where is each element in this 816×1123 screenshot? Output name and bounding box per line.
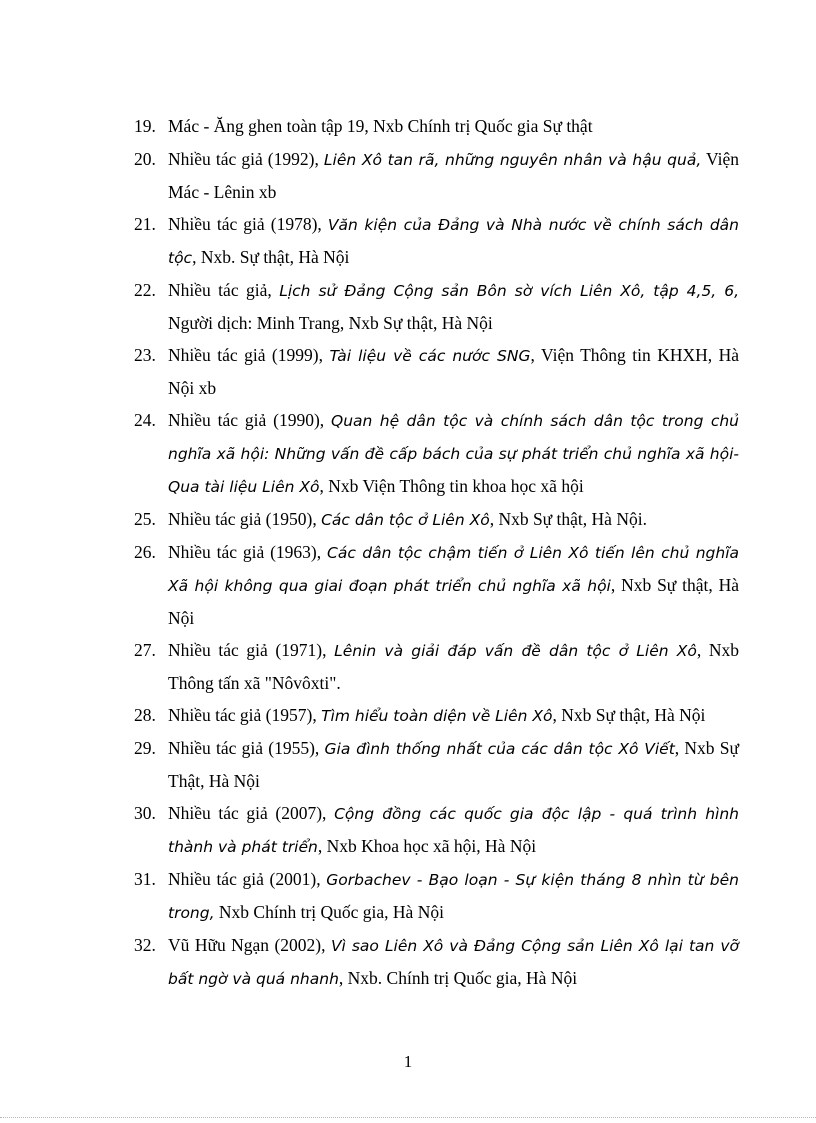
reference-title: Tài liệu về các nước SNG xyxy=(329,347,531,365)
reference-title: Cộng đồng các quốc gia độc lập - quá trình hình thành và phát triển xyxy=(168,805,740,856)
reference-publisher: Người dịch: Minh Trang, Nxb Sự thật, Hà Nội xyxy=(168,313,493,333)
reference-item xyxy=(134,797,739,863)
reference-number: 32. xyxy=(134,935,156,955)
reference-item xyxy=(134,863,739,929)
reference-text: Nhiều tác giả (1955), xyxy=(168,738,325,758)
reference-text: Nhiều tác giả (2007), xyxy=(168,803,335,823)
reference-text: Nhiều tác giả, xyxy=(168,280,280,300)
reference-publisher: Nxb Chính trị Quốc gia, Hà Nội xyxy=(214,902,444,922)
reference-item xyxy=(134,110,739,143)
reference-publisher: , Nxb Sự thật, Hà Nội. xyxy=(489,509,647,529)
reference-title: Quan hệ dân tộc và chính sách dân tộc trong chủ nghĩa xã hội: Những vấn đề cấp bách của sự phát triển chủ nghĩa xã hội- Qua tài liệu Liên Xô xyxy=(168,412,740,496)
reference-text: Nhiều tác giả (1978), xyxy=(168,214,328,234)
page-bottom-divider xyxy=(0,1117,816,1118)
reference-item xyxy=(134,143,739,208)
reference-title: Lênin và giải đáp vấn đề dân tộc ở Liên Xô xyxy=(334,642,697,660)
reference-number: 20. xyxy=(134,149,156,169)
reference-publisher: , Viện Thông tin KHXH, Hà Nội xb xyxy=(168,345,739,398)
reference-number: 22. xyxy=(134,280,156,300)
reference-title: Gorbachev - Bạo loạn - Sự kiện tháng 8 nhìn từ bên trong, xyxy=(168,871,739,922)
reference-text: Nhiều tác giả (1999), xyxy=(168,345,330,365)
reference-item xyxy=(134,929,739,995)
reference-publisher: , Nxb Khoa học xã hội, Hà Nội xyxy=(317,836,537,856)
reference-text: Vũ Hữu Ngạn (2002), xyxy=(168,935,331,955)
reference-publisher: , Nxb Sự Thật, Hà Nội xyxy=(168,738,739,791)
reference-number: 26. xyxy=(134,542,156,562)
reference-text: Nhiều tác giả (1971), xyxy=(168,640,335,660)
reference-number: 29. xyxy=(134,738,156,758)
reference-number: 19. xyxy=(134,116,156,136)
reference-item xyxy=(134,634,739,699)
reference-text: Mác - Ăng ghen toàn tập 19, Nxb Chính trị Quốc gia Sự thật xyxy=(168,116,593,136)
reference-number: 23. xyxy=(134,345,156,365)
reference-number: 27. xyxy=(134,640,156,660)
reference-publisher: , Nxb Thông tấn xã "Nôvôxti". xyxy=(168,640,740,693)
reference-number: 24. xyxy=(134,410,156,430)
reference-publisher: , Nxb Sự thật, Hà Nội xyxy=(168,575,739,628)
reference-text: Nhiều tác giả (1963), xyxy=(168,542,327,562)
reference-text: Nhiều tác giả (1957), xyxy=(168,705,322,725)
reference-title: Tìm hiểu toàn diện về Liên Xô xyxy=(321,707,553,725)
reference-publisher: , Nxb Sự thật, Hà Nội xyxy=(552,705,706,725)
reference-title: Liên Xô tan rã, những nguyên nhân và hậu quả, xyxy=(323,151,702,169)
reference-publisher: , Nxb. Chính trị Quốc gia, Hà Nội xyxy=(338,968,578,988)
reference-item xyxy=(134,404,739,503)
reference-number: 25. xyxy=(134,509,156,529)
reference-number: 28. xyxy=(134,705,156,725)
reference-text: Nhiều tác giả (1990), xyxy=(168,410,332,430)
page-number: 1 xyxy=(403,1052,413,1071)
reference-text: Nhiều tác giả (1950), xyxy=(168,509,322,529)
reference-title: Các dân tộc chậm tiến ở Liên Xô tiến lên chủ nghĩa Xã hội không qua giai đoạn phát triển chủ nghĩa xã hội xyxy=(168,544,739,595)
reference-item xyxy=(134,339,739,404)
reference-publisher: Viện Mác - Lênin xb xyxy=(168,149,739,202)
reference-item xyxy=(134,274,739,339)
reference-number: 31. xyxy=(134,869,156,889)
reference-item xyxy=(134,503,739,536)
reference-text: Nhiều tác giả (1992), xyxy=(168,149,324,169)
reference-title: Lịch sử Đảng Cộng sản Bôn sờ vích Liên Xô, tập 4,5, 6, xyxy=(279,282,739,300)
reference-item xyxy=(134,699,739,732)
reference-text: Nhiều tác giả (2001), xyxy=(168,869,327,889)
reference-publisher: , Nxb. Sự thật, Hà Nội xyxy=(192,247,350,267)
reference-number: 21. xyxy=(134,214,156,234)
reference-item xyxy=(134,536,739,634)
reference-title: Văn kiện của Đảng và Nhà nước về chính sách dân tộc xyxy=(168,216,739,267)
reference-title: Vì sao Liên Xô và Đảng Cộng sản Liên Xô lại tan vỡ bất ngờ và quá nhanh xyxy=(168,937,739,988)
reference-list xyxy=(134,110,739,995)
reference-item xyxy=(134,732,739,797)
reference-number: 30. xyxy=(134,803,156,823)
reference-title: Gia đình thống nhất của các dân tộc Xô Viết xyxy=(324,740,675,758)
reference-item xyxy=(134,208,739,274)
reference-publisher: , Nxb Viện Thông tin khoa học xã hội xyxy=(319,476,584,496)
reference-title: Các dân tộc ở Liên Xô xyxy=(321,511,490,529)
